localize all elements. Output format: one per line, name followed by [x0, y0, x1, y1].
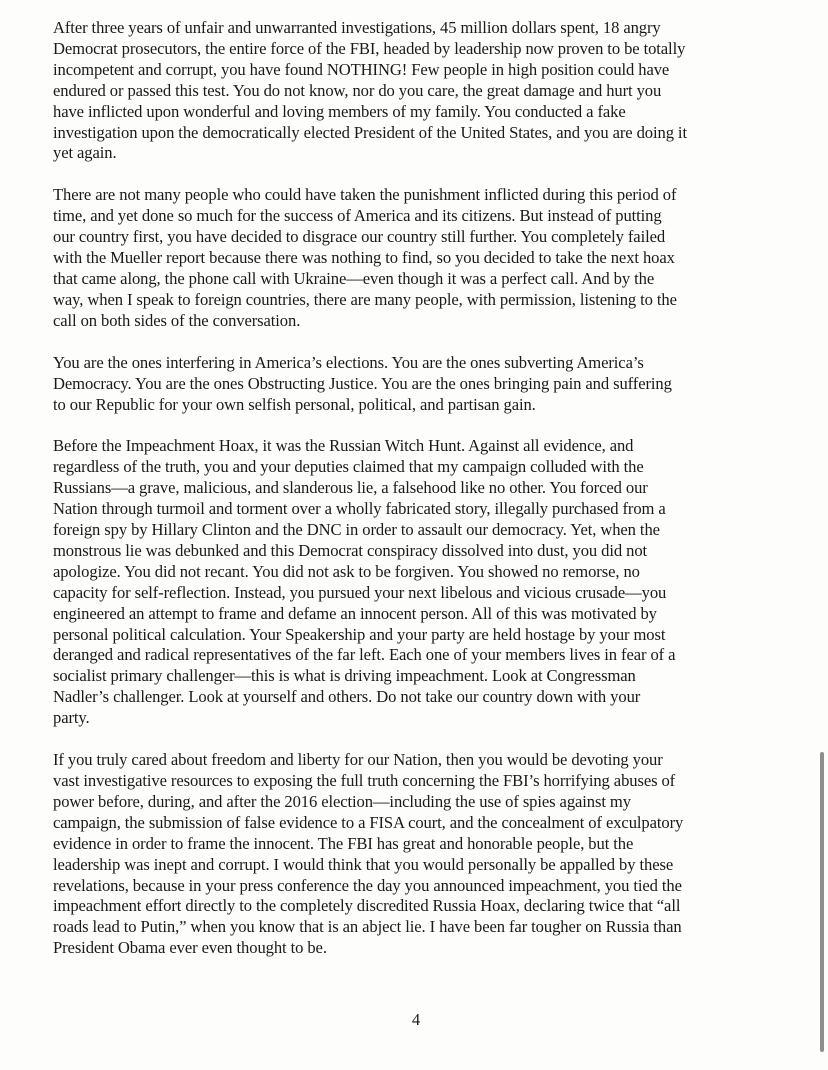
- page-number: 4: [411, 1010, 421, 1029]
- paragraph-2: There are not many people who could have taken the punishment inflicted during this period of time, and yet done so much for the success of America and its citizens. But instead of putting our country first, you have decided to disgrace our country still further. You completely failed with the Mueller report because there was nothing to find, so you decided to take the next hoax that came along, the phone call with Ukraine—even though it was a perfect call. And by the way, when I speak to foreign countries, there are many people, with permission, listening to the call on both sides of the conversation.: [53, 185, 677, 330]
- paragraph-1: After three years of unfair and unwarranted investigations, 45 million dollars spent, 18 angry Democrat prosecutors, the entire force of the FBI, headed by leadership now proven to be totally incompetent and corrupt, you have found NOTHING! Few people in high position could have endured or passed this test. You do not know, nor do you care, the great damage and hurt you have inflicted upon wonderful and loving members of my family. You conducted a fake investigation upon the democratically elected President of the United States, and you are doing it yet again.: [53, 18, 687, 163]
- paragraph-4: Before the Impeachment Hoax, it was the Russian Witch Hunt. Against all evidence, and regardless of the truth, you and your deputies claimed that my campaign colluded with the Russians—a grave, malicious, and slanderous lie, a falsehood like no other. You forced our Nation through turmoil and torment over a wholly fabricated story, illegally purchased from a foreign spy by Hillary Clinton and the DNC in order to assault our democracy. Yet, when the monstrous lie was debunked and this Democrat conspiracy dissolved into dust, you did not apologize. You did not recant. You did not ask to be forgiven. You showed no remorse, no capacity for self-reflection. Instead, you pursued your next libelous and vicious crusade—you engineered an attempt to frame and defame an innocent person. All of this was motivated by personal political calculation. Your Speakership and your party are held hostage by your most deranged and radical representatives of the far left. Each one of your members lives in fear of a socialist primary challenger—this is what is driving impeachment. Look at Congressman Nadler’s challenger. Look at yourself and others. Do not take our country down with your party.: [53, 436, 676, 728]
- letter-body: [53, 18, 753, 980]
- paragraph-5: If you truly cared about freedom and liberty for our Nation, then you would be devoting your vast investigative resources to exposing the full truth concerning the FBI’s horrifying abuses of power before, during, and after the 2016 election—including the use of spies against my campaign, the submission of false evidence to a FISA court, and the concealment of exculpatory evidence in order to frame the innocent. The FBI has great and honorable people, but the leadership was inept and corrupt. I would think that you would personally be appalled by these revelations, because in your press conference the day you announced impeachment, you tied the impeachment effort directly to the completely discredited Russia Hoax, declaring twice that “all roads lead to Putin,” when you know that is an abject lie. I have been far tougher on Russia than President Obama ever even thought to be.: [53, 750, 684, 958]
- paragraph-3: You are the ones interfering in America’s elections. You are the ones subverting America’s Democracy. You are the ones Obstructing Justice. You are the ones bringing pain and suffering to our Republic for your own selfish personal, political, and partisan gain.: [53, 352, 672, 414]
- vertical-scrollbar[interactable]: [820, 752, 824, 1052]
